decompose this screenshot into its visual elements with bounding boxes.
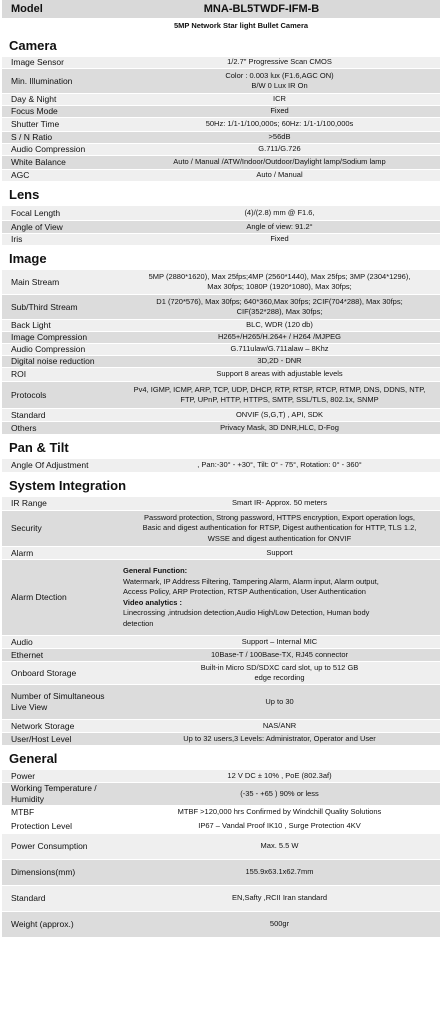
spec-row (2, 221, 440, 234)
spec-value (119, 94, 440, 105)
spec-value-line: 12 V DC ± 10% , PoE (802.3af) (227, 770, 332, 780)
spec-label: Others (11, 422, 37, 433)
spec-value (119, 685, 440, 719)
spec-value-line: WSSE and digest authentication for ONVIF (207, 533, 352, 543)
spec-label: Standard (11, 893, 46, 903)
spec-value-line: Up to 30 (265, 696, 294, 706)
spec-row (2, 144, 440, 156)
spec-row (2, 662, 440, 685)
spec-row (2, 57, 440, 69)
spec-value (119, 320, 440, 331)
spec-row (2, 860, 440, 886)
spec-value-line: Basic and digest authentication for RTSP, Digest authentication for HTTP, TLS 1.2, (142, 523, 417, 533)
spec-label: Focal Length (11, 207, 61, 218)
spec-value-line: >56dB (268, 132, 291, 142)
spec-row (2, 497, 440, 511)
spec-sheet (2, 0, 440, 938)
spec-label: Protection Level (11, 820, 72, 831)
spec-value (119, 356, 440, 367)
spec-value-line: 10Base-T / 100Base-TX, RJ45 connector (210, 649, 349, 659)
spec-label: Image Compression (11, 332, 88, 342)
spec-row (2, 834, 440, 860)
spec-value (119, 270, 440, 294)
spec-row (2, 234, 440, 246)
spec-value-line: Pv4, IGMP, ICMP, ARP, TCP, UDP, DHCP, RTP, RTSP, RTCP, RTMP, DNS, DDNS, NTP, (133, 384, 426, 394)
spec-value-line: FTP, UPnP, HTTP, HTTPS, SMTP, SSL/TLS, 802.1x, SNMP (180, 395, 379, 404)
spec-value-line: (4)/(2.8) mm @ F1.6, (244, 207, 315, 217)
spec-row (2, 69, 440, 94)
section-title: Image (9, 251, 47, 266)
spec-value (119, 636, 440, 648)
spec-value (119, 332, 440, 343)
spec-value-line: detection (123, 618, 154, 628)
spec-row (2, 132, 440, 144)
spec-label: Protocols (11, 389, 47, 400)
spec-value-line: Support 8 areas with adjustable levels (216, 369, 343, 379)
spec-row (2, 118, 440, 132)
spec-row (2, 320, 440, 332)
spec-label: IR Range (11, 498, 47, 508)
spec-label: Sub/Third Stream (11, 301, 78, 312)
spec-label: Angle Of Adjustment (11, 460, 89, 470)
spec-value (119, 57, 440, 68)
spec-value (119, 206, 440, 220)
spec-value-line: Linecrossing ,intrudsion detection,Audio High/Low Detection, Human body (123, 608, 370, 617)
spec-row (2, 459, 440, 473)
spec-label: Onboard Storage (11, 667, 77, 678)
spec-label: Alarm (11, 547, 34, 558)
spec-value (119, 295, 440, 319)
spec-label: Focus Mode (11, 106, 58, 116)
spec-value-line: Angle of view: 91.2° (246, 221, 313, 231)
spec-row (2, 649, 440, 662)
spec-value-line: 500gr (269, 919, 290, 929)
spec-value-line: Video analytics : (123, 597, 183, 607)
spec-row (2, 511, 440, 547)
spec-value (119, 69, 440, 93)
spec-row (2, 733, 440, 746)
spec-row (2, 685, 440, 720)
spec-sections (2, 33, 440, 938)
spec-value (119, 912, 440, 937)
spec-label: User/Host Level (11, 733, 72, 744)
spec-value-line: 5MP (2880*1620), Max 25fps;4MP (2560*1440), Max 25fps; 3MP (2304*1296), (148, 271, 411, 281)
spec-value-line: G.711/G.726 (258, 144, 301, 154)
spec-row (2, 332, 440, 344)
spec-label: Shutter Time (11, 119, 60, 129)
spec-value-line: Max. 5.5 W (260, 841, 299, 851)
spec-value (119, 860, 440, 885)
spec-value (119, 156, 440, 169)
spec-value-line: B/W 0 Lux IR On (251, 81, 308, 90)
spec-row (2, 344, 440, 356)
spec-row (2, 783, 440, 806)
spec-value-line: CIF(352*288), Max 30fps; (236, 307, 323, 316)
spec-value-line: MTBF >120,000 hrs Confirmed by Windchill Quality Solutions (177, 806, 382, 816)
spec-value-line: Password protection, Strong password, HTTPS encryption, Export operation logs, (144, 512, 415, 522)
spec-value-line: Auto / Manual (256, 170, 303, 180)
spec-row (2, 156, 440, 170)
spec-value (119, 382, 440, 408)
spec-label: Day & Night (11, 94, 57, 104)
spec-label: Power Consumption (11, 841, 88, 851)
spec-row (2, 819, 440, 834)
spec-value (119, 409, 440, 421)
spec-value-line: , Pan:-30° - +30°, Tilt: 0° - 75°, Rotation: 0° - 360° (197, 460, 362, 470)
spec-value (119, 132, 440, 143)
spec-row (2, 912, 440, 938)
spec-row (2, 422, 440, 435)
spec-value (119, 459, 440, 472)
spec-value (119, 144, 440, 155)
spec-row (2, 636, 440, 649)
section-title: System Integration (9, 478, 127, 493)
spec-label: AGC (11, 170, 30, 180)
spec-label: Back Light (11, 320, 51, 330)
spec-value-line: Color : 0.003 lux (F1.6,AGC ON) (225, 70, 334, 80)
spec-value-line: Built-in Micro SD/SDXC card slot, up to 512 GB (200, 662, 359, 672)
section-title: Lens (9, 187, 40, 202)
spec-label: Number of Simultaneous Live View (11, 691, 105, 712)
spec-label: Working Temperature / Humidity (11, 783, 97, 804)
spec-label: Alarm Dtection (11, 592, 67, 602)
spec-value-line: 3D,2D - DNR (257, 356, 302, 366)
spec-value-line: Watermark, IP Address Filtering, Tampering Alarm, Alarm input, Alarm output, (123, 576, 379, 586)
spec-value (119, 170, 440, 181)
spec-value-line: NAS/ANR (262, 720, 297, 730)
spec-value-line: G.711ulaw/G.711alaw – 8Khz (230, 344, 329, 354)
spec-label: Standard (11, 409, 46, 420)
spec-value-line: Support – Internal MIC (241, 636, 318, 646)
spec-value-line: edge recording (254, 673, 305, 682)
spec-value (119, 770, 440, 782)
spec-value (119, 344, 440, 355)
spec-row (2, 382, 440, 409)
spec-label: Audio Compression (11, 344, 86, 354)
spec-label: Power (11, 770, 36, 781)
spec-row (2, 170, 440, 182)
spec-label: Main Stream (11, 276, 60, 287)
spec-row (2, 295, 440, 320)
spec-value-line: IP67 – Vandal Proof IK10 , Surge Protection 4KV (198, 820, 361, 830)
spec-label: ROI (11, 369, 27, 379)
spec-row (2, 270, 440, 295)
spec-value-line: 1/2.7" Progressive Scan CMOS (227, 57, 332, 67)
spec-value (119, 368, 440, 381)
spec-value-line: BLC, WDR (120 db) (246, 320, 313, 330)
spec-value (119, 221, 440, 233)
model-header (2, 0, 440, 19)
spec-label: MTBF (11, 806, 35, 817)
spec-value-line: D1 (720*576), Max 30fps; 640*360,Max 30fps; 2CIF(704*288), Max 30fps; (156, 296, 403, 306)
spec-row (2, 106, 440, 118)
product-subtitle: 5MP Network Star light Bullet Camera (173, 21, 309, 30)
spec-value-line: Fixed (270, 106, 289, 116)
spec-value (119, 118, 440, 131)
spec-value (119, 806, 440, 818)
spec-value (119, 422, 440, 434)
spec-value-line: 155.9x63.1x62.7mm (245, 867, 314, 877)
spec-value (119, 649, 440, 661)
model-label: Model (11, 3, 43, 15)
spec-row (2, 547, 440, 560)
spec-value (119, 733, 440, 745)
spec-label: Iris (11, 234, 23, 244)
spec-value-line: Support (266, 547, 293, 557)
spec-label: Audio Compression (11, 144, 86, 154)
spec-label: Audio (11, 636, 33, 647)
spec-label: Network Storage (11, 720, 75, 731)
spec-value (119, 511, 440, 546)
spec-value (119, 783, 440, 805)
spec-value (119, 497, 440, 510)
spec-value-line: Max 30fps; 1080P (1920*1080), Max 30fps; (207, 282, 352, 291)
spec-row (2, 560, 440, 636)
spec-row (2, 368, 440, 382)
model-value: MNA-BL5TWDF-IFM-B (203, 3, 320, 15)
spec-value-line: ONVIF (S,G,T) , API, SDK (235, 409, 324, 419)
spec-label: Digital noise reduction (11, 356, 95, 366)
spec-label: Dimensions(mm) (11, 867, 76, 877)
spec-label: Angle of View (11, 221, 63, 232)
spec-label: Security (11, 523, 42, 533)
spec-value-line: Fixed (270, 234, 289, 244)
spec-row (2, 886, 440, 912)
spec-row (2, 94, 440, 106)
spec-value-line: Privacy Mask, 3D DNR,HLC, D-Fog (220, 422, 339, 432)
spec-label: Weight (approx.) (11, 919, 74, 929)
spec-label: White Balance (11, 157, 66, 167)
spec-value (119, 720, 440, 732)
spec-value (119, 547, 440, 559)
spec-label: Ethernet (11, 649, 44, 660)
spec-value (119, 106, 440, 117)
spec-value-line: Up to 32 users,3 Levels: Administrator, Operator and User (183, 733, 376, 743)
spec-value-line: H265+/H265/H.264+ / H264 /MJPEG (218, 332, 341, 342)
spec-value (119, 886, 440, 911)
spec-value-line: (-35 - +65 ) 90% or less (240, 788, 319, 798)
spec-value (119, 662, 440, 684)
spec-value-line: 50Hz: 1/1-1/100,000s; 60Hz: 1/1-1/100,000s (205, 119, 354, 129)
section-title: General (9, 751, 58, 766)
section-title: Camera (9, 38, 57, 53)
spec-value-line: Smart IR- Approx. 50 meters (231, 498, 328, 508)
spec-label: S / N Ratio (11, 132, 53, 142)
spec-label: Min. Illumination (11, 75, 73, 86)
spec-value-line: Auto / Manual /ATW/Indoor/Outdoor/Daylight lamp/Sodium lamp (173, 157, 386, 167)
spec-value-line: ICR (273, 94, 286, 104)
spec-value (119, 819, 440, 833)
spec-value (119, 234, 440, 245)
spec-row (2, 356, 440, 368)
spec-row (2, 720, 440, 733)
spec-row (2, 806, 440, 819)
spec-row (2, 206, 440, 221)
section-title: Pan & Tilt (9, 440, 69, 455)
spec-value-line: General Function: (123, 566, 188, 575)
spec-value (119, 560, 440, 635)
spec-row (2, 770, 440, 783)
spec-row (2, 409, 440, 422)
spec-value-line: EN,Safty ,RCII Iran standard (231, 893, 328, 903)
spec-label: Image Sensor (11, 57, 64, 67)
spec-value-line: Access Policy, ARP Protection, RTSP Authentication, User Authentication (123, 587, 366, 596)
spec-value (119, 834, 440, 859)
